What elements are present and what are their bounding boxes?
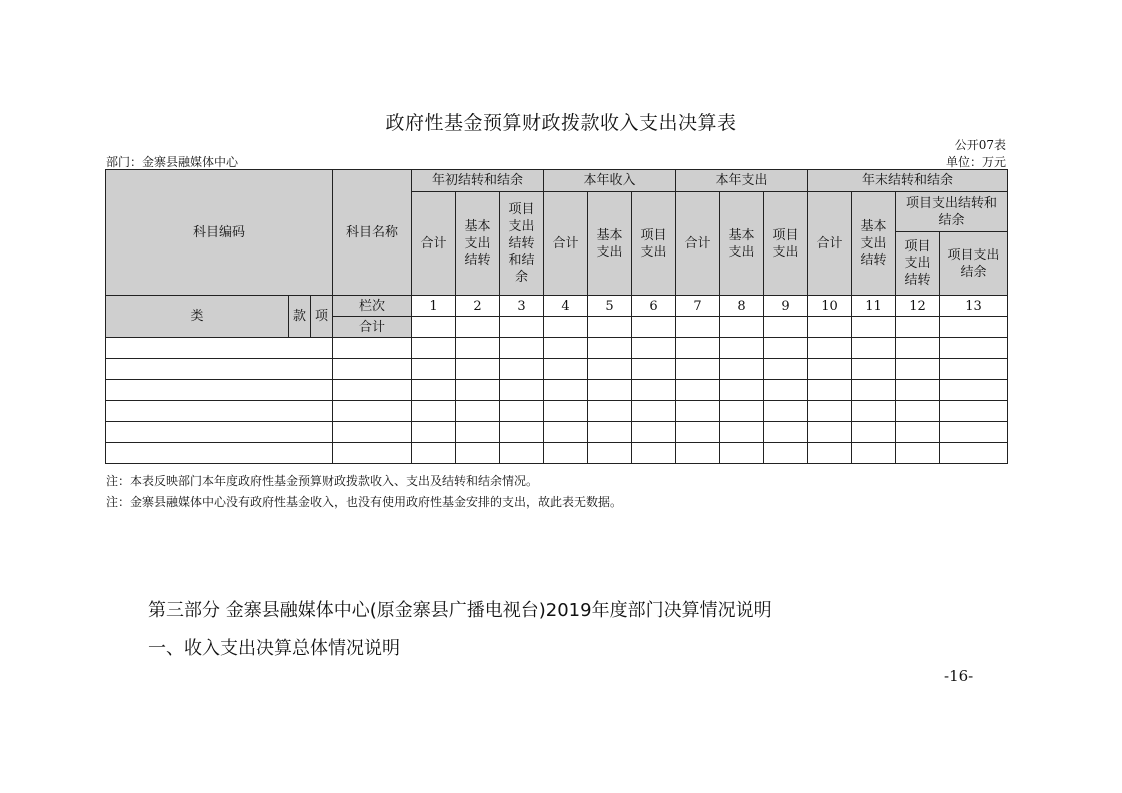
header-paragraph: 款 [289,296,311,338]
column-number: 10 [808,296,852,317]
column-number: 9 [764,296,808,317]
table-row [106,338,1008,359]
section-one-heading: 一、收入支出决算总体情况说明 [148,638,400,659]
column-number: 3 [500,296,544,317]
header-opening-basic-carry [456,192,500,296]
sum-cell [808,317,852,338]
header-expense-project-text: 项目支出 [772,227,799,260]
table-title: 政府性基金预算财政拨款收入支出决算表 [385,112,737,134]
header-group-closing: 年末结转和结余 [808,170,1008,192]
sum-cell [412,317,456,338]
budget-table [105,169,1008,464]
header-subject-name: 科目名称 [333,170,412,296]
header-closing-basic-carry-text: 基本支出结转 [860,219,887,268]
column-number: 2 [456,296,500,317]
sum-cell [764,317,808,338]
table-row [106,359,1008,380]
header-opening-project-carry-balance-text: 项目支出结转和结余 [508,202,535,285]
header-opening-total: 合计 [412,192,456,296]
sum-cell [940,317,1008,338]
header-expense-basic [720,192,764,296]
column-number: 12 [896,296,940,317]
header-column-index: 栏次 [333,296,412,317]
sum-cell [852,317,896,338]
header-closing-project-carry [896,232,940,296]
sum-cell [544,317,588,338]
header-expense-total: 合计 [676,192,720,296]
header-group-income: 本年收入 [544,170,676,192]
column-number: 6 [632,296,676,317]
table-row [106,422,1008,443]
sum-row-label: 合计 [333,317,412,338]
part-three-heading: 第三部分 金寨县融媒体中心(原金寨县广播电视台)2019年度部门决算情况说明 [148,600,772,621]
header-closing-basic-carry [852,192,896,296]
column-number: 13 [940,296,1008,317]
column-number: 7 [676,296,720,317]
note-1: 注：本表反映部门本年度政府性基金预算财政拨款收入、支出及结转和结余情况。 [106,474,539,488]
form-number: 公开07表 [954,138,1006,152]
header-income-total: 合计 [544,192,588,296]
sum-cell [456,317,500,338]
header-income-project-text: 项目支出 [640,227,667,260]
column-number: 5 [588,296,632,317]
header-expense-basic-text: 基本支出 [728,227,755,260]
header-item: 项 [311,296,333,338]
column-number: 1 [412,296,456,317]
column-number: 11 [852,296,896,317]
department-label: 部门：金寨县融媒体中心 [106,155,239,169]
sum-cell [588,317,632,338]
header-opening-project-carry-balance [500,192,544,296]
header-subject-code: 科目编码 [106,170,333,296]
column-number: 8 [720,296,764,317]
header-income-basic [588,192,632,296]
sum-cell [896,317,940,338]
note-2: 注：金寨县融媒体中心没有政府性基金收入，也没有使用政府性基金安排的支出，故此表无数据。 [106,495,623,509]
header-category: 类 [106,296,289,338]
sum-cell [632,317,676,338]
table-row [106,401,1008,422]
header-closing-total: 合计 [808,192,852,296]
unit-label: 单位：万元 [945,155,1006,169]
header-expense-project [764,192,808,296]
page-number: -16- [944,667,974,685]
header-closing-project-group [896,192,1008,232]
sum-cell [500,317,544,338]
table-row [106,380,1008,401]
header-closing-project-group-text: 项目支出结转和结余 [906,195,998,228]
header-group-expense: 本年支出 [676,170,808,192]
header-group-opening: 年初结转和结余 [412,170,544,192]
column-number: 4 [544,296,588,317]
header-closing-project-balance [940,232,1008,296]
header-closing-project-carry-text: 项目支出结转 [904,239,931,288]
table-row [106,443,1008,464]
header-income-basic-text: 基本支出 [596,227,623,260]
header-income-project [632,192,676,296]
header-closing-project-balance-text: 项目支出结余 [947,247,1000,280]
sum-cell [676,317,720,338]
sum-cell [720,317,764,338]
header-opening-basic-carry-text: 基本支出结转 [464,219,491,268]
